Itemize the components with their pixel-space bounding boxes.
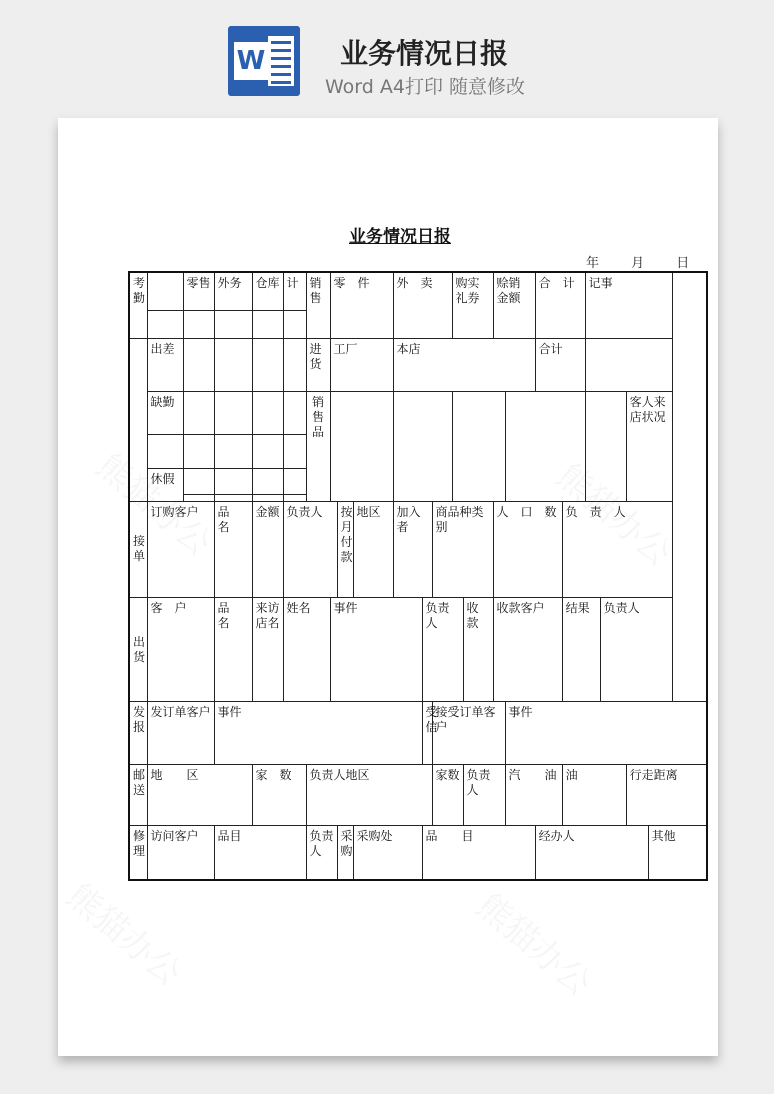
cell xyxy=(183,468,214,494)
dispatch-event2: 事件 xyxy=(505,702,707,765)
watermark xyxy=(468,880,604,1005)
sales-parts: 零 件 xyxy=(330,272,393,338)
mail-households: 家 数 xyxy=(252,765,306,826)
cell xyxy=(252,391,283,434)
cell xyxy=(129,338,147,501)
cell xyxy=(183,494,214,501)
dispatch-receive: 受信 xyxy=(422,702,432,765)
cell xyxy=(283,434,306,468)
cell xyxy=(283,391,306,434)
cell xyxy=(183,310,214,338)
template-title: 业务情况日报 xyxy=(340,37,509,70)
cell xyxy=(252,494,283,501)
orders-product: 品 名 xyxy=(214,501,252,597)
repair-purchase-place: 采购处 xyxy=(353,826,422,880)
page-header xyxy=(0,0,774,118)
shipping-customer: 客 户 xyxy=(147,597,214,701)
mail-region: 地 区 xyxy=(147,765,252,826)
cell xyxy=(585,391,626,501)
repair-label: 修理 xyxy=(129,826,147,880)
products-visitors: 客人来店状况 xyxy=(626,391,672,501)
repair-other: 其他 xyxy=(648,826,707,880)
cell xyxy=(252,310,283,338)
orders-category: 商品种类别 xyxy=(432,501,493,597)
template-subtitle: Word A4打印 随意修改 xyxy=(325,76,526,98)
shipping-collection: 收款 xyxy=(463,597,493,701)
attendance-out: 出差 xyxy=(147,338,183,391)
cell xyxy=(505,391,585,501)
shipping-label: 出货 xyxy=(129,597,147,701)
orders-monthly-pay: 按月付款 xyxy=(337,501,353,597)
sales-label: 销售 xyxy=(306,272,330,338)
col-warehouse: 仓库 xyxy=(252,272,283,310)
cell xyxy=(147,434,183,468)
cell xyxy=(183,391,214,434)
orders-joiner: 加入者 xyxy=(393,501,432,597)
shipping-collect-customer: 收款客户 xyxy=(493,597,562,701)
orders-responsible: 负 责 人 xyxy=(562,501,672,597)
report-form-table xyxy=(128,271,708,881)
cell xyxy=(214,494,252,501)
sales-outside: 外 卖 xyxy=(393,272,452,338)
mail-owner-region: 负责人地区 xyxy=(306,765,432,826)
purchase-total: 合计 xyxy=(535,338,585,391)
cell xyxy=(585,338,672,391)
shipping-result: 结果 xyxy=(562,597,600,701)
orders-owner: 负责人 xyxy=(283,501,337,597)
cell xyxy=(214,434,252,468)
sales-notes: 记事 xyxy=(585,272,672,338)
orders-customer: 订购客户 xyxy=(147,501,214,597)
cell xyxy=(283,338,306,391)
attendance-label: 考勤 xyxy=(129,272,147,338)
cell xyxy=(252,338,283,391)
date-line: 年 月 日 xyxy=(586,256,704,271)
orders-region: 地区 xyxy=(353,501,393,597)
cell xyxy=(214,468,252,494)
dispatch-label: 发报 xyxy=(129,702,147,765)
cell xyxy=(183,434,214,468)
report-title: 业务情况日报 xyxy=(349,227,451,247)
sales-credit-amount: 赊销金额 xyxy=(493,272,535,338)
mail-distance: 行走距离 xyxy=(626,765,707,826)
purchase-factory: 工厂 xyxy=(330,338,393,391)
sales-total: 合 计 xyxy=(535,272,585,338)
repair-item2: 品 目 xyxy=(422,826,535,880)
attendance-leave: 休假 xyxy=(147,468,183,501)
col-total: 计 xyxy=(283,272,306,310)
purchase-label: 进货 xyxy=(306,338,330,391)
word-icon: W xyxy=(228,26,300,96)
shipping-visit-store: 来访店名 xyxy=(252,597,283,701)
document-page xyxy=(58,118,718,1056)
shipping-responsible: 负责人 xyxy=(600,597,672,701)
cell xyxy=(214,391,252,434)
dispatch-order-customer: 发订单客户 xyxy=(147,702,214,765)
mail-oil: 油 xyxy=(562,765,626,826)
col-outside: 外务 xyxy=(214,272,252,310)
repair-visit-customer: 访问客户 xyxy=(147,826,214,880)
cell xyxy=(252,434,283,468)
cell xyxy=(283,468,306,494)
repair-item: 品目 xyxy=(214,826,306,880)
products-label: 销售品 xyxy=(306,391,330,501)
cell xyxy=(252,468,283,494)
mail-owner: 负责人 xyxy=(463,765,505,826)
col-retail: 零售 xyxy=(183,272,214,310)
mail-households2: 家数 xyxy=(432,765,463,826)
cell xyxy=(147,310,183,338)
orders-population: 人 口 数 xyxy=(493,501,562,597)
repair-owner: 负责人 xyxy=(306,826,337,880)
mail-gasoline: 汽 油 xyxy=(505,765,562,826)
cell xyxy=(283,494,306,501)
repair-purchase: 采购 xyxy=(337,826,353,880)
watermark xyxy=(58,870,194,995)
dispatch-receive-customer: 接受订单客户 xyxy=(432,702,505,765)
dispatch-event: 事件 xyxy=(214,702,422,765)
cell xyxy=(330,391,393,501)
cell xyxy=(393,391,452,501)
attendance-absent: 缺勤 xyxy=(147,391,183,434)
orders-amount: 金额 xyxy=(252,501,283,597)
cell xyxy=(214,338,252,391)
shipping-product: 品 名 xyxy=(214,597,252,701)
cell xyxy=(214,310,252,338)
mail-label: 邮送 xyxy=(129,765,147,826)
cell xyxy=(183,338,214,391)
shipping-owner: 负责人 xyxy=(422,597,463,701)
orders-label: 接单 xyxy=(129,501,147,597)
sales-gift-card: 购实礼券 xyxy=(452,272,493,338)
cell xyxy=(452,391,505,501)
shipping-event: 事件 xyxy=(330,597,422,701)
shipping-name: 姓名 xyxy=(283,597,330,701)
cell xyxy=(147,272,183,310)
cell xyxy=(283,310,306,338)
repair-handler: 经办人 xyxy=(535,826,648,880)
purchase-store: 本店 xyxy=(393,338,535,391)
